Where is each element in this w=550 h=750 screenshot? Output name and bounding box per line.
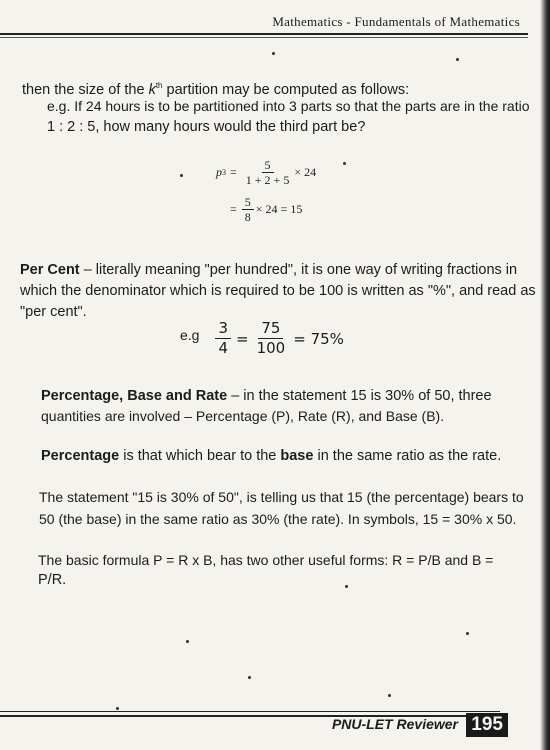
fraction-3-over-4: $\frac{3}{4}$ [215, 319, 231, 358]
footer-rule-thin [0, 711, 500, 712]
partition-formula-line2: = $\frac{5}{8}$ × 24 = 15 [230, 195, 303, 224]
pbr-term: Percentage, Base and Rate [41, 388, 228, 404]
header-rule [0, 33, 528, 35]
percentage-definition: Percentage is that which bear to the base in the same ratio as the rate. [41, 448, 502, 464]
speck [272, 52, 275, 55]
percent-example: e.g $\frac{3}{4}$ = $\frac{75}{100}$ = 75% [180, 319, 344, 357]
percent-line2: which the denominator which is required to be 100 is written as "%", and read as [20, 283, 536, 299]
speck [456, 58, 459, 61]
partition-intro: then the size of the $k^{th}$ partition may be computed as follows: [22, 81, 410, 98]
example1-line1: e.g. If 24 hours is to be partitioned into 3 parts so that the parts are in the ratio [47, 98, 530, 114]
speck [343, 162, 346, 165]
speck [388, 694, 391, 697]
speck [466, 632, 469, 635]
running-header: Mathematics - Fundamentals of Mathematics [272, 14, 520, 29]
fraction-5-over-sum: $\frac{5}{1 + 2 + 5}$ [245, 158, 290, 187]
speck [116, 707, 119, 710]
percent-term: Per Cent [20, 262, 80, 278]
formula-line2: P/R. [38, 572, 67, 588]
page-edge-shadow [540, 0, 550, 750]
statement-line1: The statement "15 is 30% of 50", is telling us that 15 (the percentage) bears to [39, 489, 524, 505]
th-superscript: th [155, 81, 163, 90]
fraction-75-over-100: $\frac{75}{100}$ [256, 319, 286, 357]
k-variable: k [148, 81, 156, 98]
formula-line1: The basic formula P = R x B, has two other useful forms: R = P/B and B = [38, 552, 494, 568]
page-number: 195 [466, 713, 508, 737]
speck [180, 174, 183, 177]
percent-line3: "per cent". [20, 304, 87, 320]
statement-line2: 50 (the base) in the same ratio as 30% (the rate). In symbols, 15 = 30% x 50. [39, 511, 517, 527]
percent-line1: Per Cent – literally meaning "per hundred", it is one way of writing fractions in [20, 262, 518, 278]
speck [186, 640, 189, 643]
pbr-line2: quantities are involved – Percentage (P), Rate (R), and Base (B). [41, 408, 445, 424]
footer-label: PNU-LET Reviewer [331, 716, 458, 732]
percentage-term: Percentage [41, 448, 120, 464]
example1-line2: 1 : 2 : 5, how many hours would the third part be? [47, 119, 366, 135]
base-term: base [280, 448, 314, 464]
fraction-5-over-8: $\frac{5}{8}$ [242, 195, 254, 224]
speck [248, 676, 251, 679]
pbr-line1: Percentage, Base and Rate – in the statement 15 is 30% of 50, three [41, 388, 492, 404]
speck [345, 585, 348, 588]
header-rule-thin [0, 37, 528, 38]
partition-formula-line1: p 3 = $\frac{5}{1 + 2 + 5}$ × 24 [216, 158, 317, 187]
